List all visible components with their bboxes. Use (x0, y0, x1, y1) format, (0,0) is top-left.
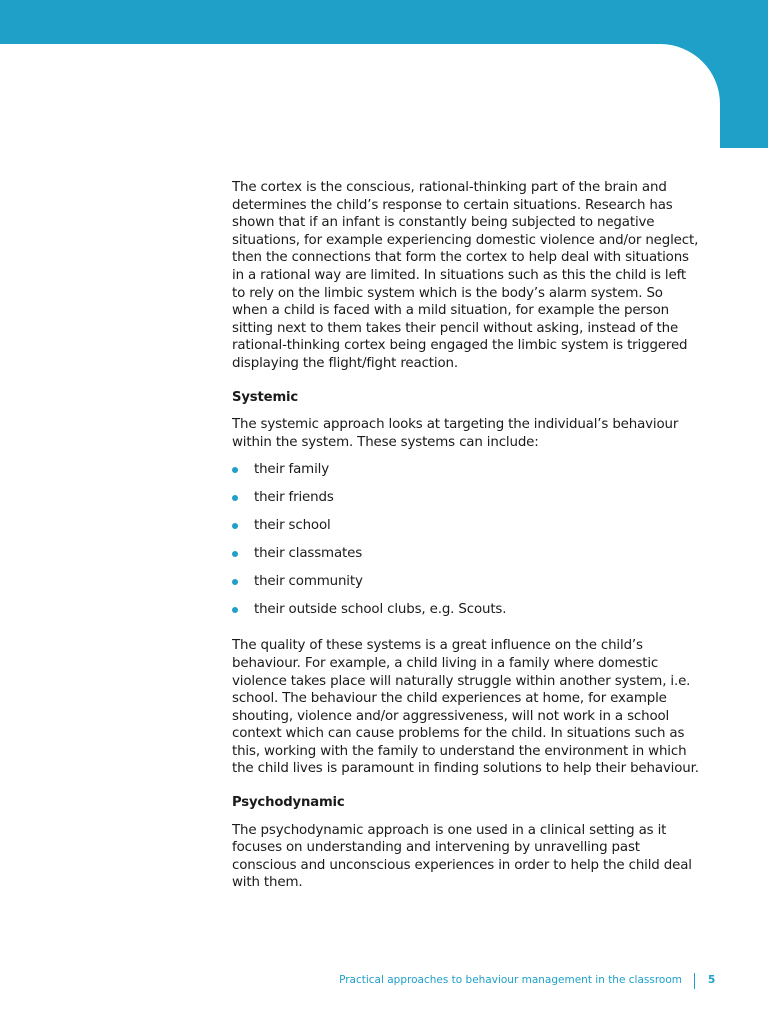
bullet-icon (232, 523, 238, 529)
list-item (232, 517, 702, 545)
header-band (0, 0, 768, 44)
list-item-text: their friends (254, 490, 334, 506)
systemic-paragraph: The quality of these systems is a great influence on the child’s behaviour. For example, a child living in a family where domestic violence takes place will naturally struggle within another system, i.e. school. The behaviour the child experiences at home, for example shouting, violence and/or aggressiveness, will not work in a school context which can cause problems for the child. In situations such as this, working with the family to understand the environment in which the child lives is paramount in finding solutions to help their behaviour. (232, 638, 699, 777)
footer-divider (694, 973, 695, 989)
list-item-text: their school (254, 518, 331, 534)
list-item (232, 573, 702, 601)
systems-list (232, 461, 702, 629)
page-number: 5 (708, 974, 716, 986)
systemic-intro: The systemic approach looks at targeting the individual’s behaviour within the system. These systems can include: (232, 417, 679, 450)
list-item (232, 601, 702, 629)
list-item-text: their community (254, 574, 363, 590)
bullet-icon (232, 607, 238, 613)
list-item (232, 461, 702, 489)
list-item (232, 489, 702, 517)
main-content (232, 179, 702, 892)
bullet-icon (232, 467, 238, 473)
bullet-icon (232, 551, 238, 557)
bullet-icon (232, 495, 238, 501)
page-footer (0, 973, 768, 991)
systemic-heading: Systemic (232, 389, 299, 405)
psychodynamic-heading: Psychodynamic (232, 795, 345, 811)
psychodynamic-paragraph: The psychodynamic approach is one used in a clinical setting as it focuses on understanding and intervening by unravelling past conscious and unconscious experiences in order to help the child deal with them. (232, 822, 692, 891)
list-item-text: their classmates (254, 546, 363, 562)
footer-title: Practical approaches to behaviour management in the classroom (339, 974, 682, 986)
list-item-text: their family (254, 462, 329, 478)
list-item-text: their outside school clubs, e.g. Scouts. (254, 602, 507, 618)
corner-curve (660, 44, 720, 104)
cortex-paragraph: The cortex is the conscious, rational-thinking part of the brain and determines the child’s response to certain situations. Research has shown that if an infant is constantly being subjected to negative situations, for example experiencing domestic violence and/or neglect, then the connections that form the cortex to help deal with situations in a rational way are limited. In situations such as this the child is left to rely on the limbic system which is the body’s alarm system. So when a child is faced with a mild situation, for example the person sitting next to them takes their pencil without asking, instead of the rational-thinking cortex being engaged the limbic system is triggered displaying the flight/fight reaction. (232, 180, 699, 371)
corner-tab (720, 0, 768, 148)
bullet-icon (232, 579, 238, 585)
list-item (232, 545, 702, 573)
